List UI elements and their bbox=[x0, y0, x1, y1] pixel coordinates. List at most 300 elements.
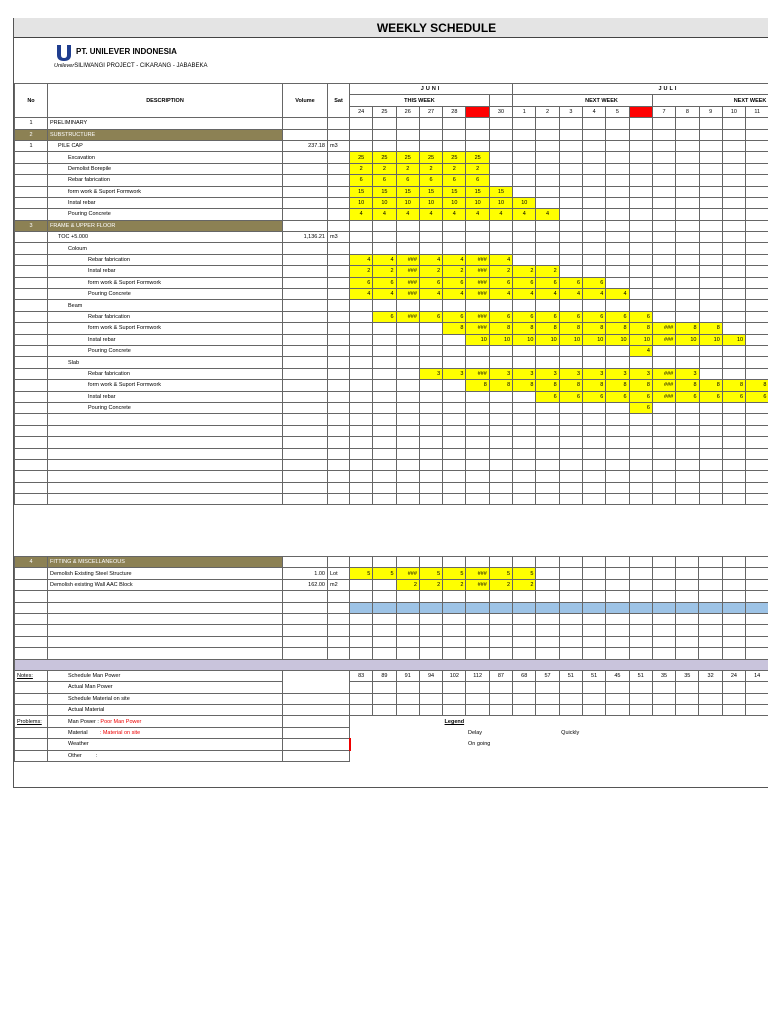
schedule-cell bbox=[583, 175, 606, 186]
schedule-cell bbox=[606, 129, 629, 140]
empty-cell bbox=[676, 613, 699, 624]
empty-cell bbox=[396, 636, 419, 647]
schedule-cell: 10 bbox=[559, 334, 582, 345]
empty-cell bbox=[746, 648, 768, 659]
empty-cell bbox=[629, 613, 652, 624]
table-row bbox=[15, 323, 768, 334]
schedule-cell bbox=[699, 197, 722, 208]
schedule-cell bbox=[350, 311, 373, 322]
empty-cell bbox=[652, 482, 675, 493]
schedule-cell bbox=[746, 311, 768, 322]
empty-cell bbox=[536, 414, 559, 425]
empty-cell bbox=[350, 613, 373, 624]
empty-cell bbox=[15, 625, 48, 636]
empty-cell bbox=[606, 471, 629, 482]
schedule-cell bbox=[396, 232, 419, 243]
schedule-cell bbox=[419, 140, 442, 151]
schedule-cell bbox=[583, 345, 606, 356]
empty-cell bbox=[443, 636, 466, 647]
empty-cell bbox=[373, 482, 396, 493]
schedule-cell bbox=[396, 140, 419, 151]
empty-cell bbox=[489, 414, 512, 425]
schedule-cell bbox=[606, 345, 629, 356]
schedule-cell bbox=[629, 152, 652, 163]
notes-row bbox=[15, 739, 768, 750]
empty-cell bbox=[652, 494, 675, 505]
empty-cell bbox=[350, 648, 373, 659]
schedule-cell bbox=[699, 277, 722, 288]
table-row bbox=[15, 254, 768, 265]
schedule-cell bbox=[466, 232, 489, 243]
schedule-cell bbox=[652, 232, 675, 243]
material-value bbox=[722, 705, 745, 716]
material-value bbox=[443, 693, 466, 704]
row-no: 2 bbox=[15, 129, 48, 140]
schedule-cell bbox=[489, 345, 512, 356]
schedule-cell bbox=[629, 557, 652, 568]
table-row bbox=[15, 289, 768, 300]
empty-cell bbox=[513, 448, 536, 459]
empty-cell bbox=[350, 425, 373, 436]
empty-cell bbox=[536, 648, 559, 659]
schedule-cell bbox=[699, 557, 722, 568]
week-blank bbox=[489, 95, 512, 106]
notes-label: Notes: bbox=[15, 670, 48, 681]
schedule-cell bbox=[536, 163, 559, 174]
schedule-cell bbox=[606, 579, 629, 590]
schedule-cell bbox=[489, 140, 512, 151]
schedule-cell bbox=[536, 152, 559, 163]
schedule-cell: ### bbox=[466, 311, 489, 322]
schedule-cell: 8 bbox=[536, 380, 559, 391]
material-value bbox=[373, 705, 396, 716]
schedule-cell bbox=[559, 254, 582, 265]
schedule-cell bbox=[466, 140, 489, 151]
schedule-cell bbox=[676, 357, 699, 368]
empty-cell bbox=[676, 482, 699, 493]
schedule-cell bbox=[513, 557, 536, 568]
schedule-cell bbox=[419, 300, 442, 311]
schedule-cell bbox=[676, 557, 699, 568]
empty-cell bbox=[513, 494, 536, 505]
schedule-cell bbox=[722, 277, 745, 288]
row-unit bbox=[328, 118, 350, 129]
empty-cell bbox=[536, 636, 559, 647]
schedule-cell bbox=[419, 243, 442, 254]
empty-cell bbox=[396, 425, 419, 436]
schedule-cell: 10 bbox=[513, 334, 536, 345]
schedule-cell bbox=[606, 209, 629, 220]
schedule-cell bbox=[652, 579, 675, 590]
empty-cell bbox=[489, 471, 512, 482]
schedule-cell bbox=[536, 197, 559, 208]
schedule-cell bbox=[443, 380, 466, 391]
table-row bbox=[15, 277, 768, 288]
empty-cell bbox=[559, 625, 582, 636]
empty-cell bbox=[513, 414, 536, 425]
empty-cell bbox=[513, 482, 536, 493]
empty-cell bbox=[606, 459, 629, 470]
schedule-cell bbox=[722, 557, 745, 568]
schedule-cell bbox=[746, 579, 768, 590]
empty-cell bbox=[699, 459, 722, 470]
empty-cell bbox=[606, 425, 629, 436]
table-row bbox=[15, 368, 768, 379]
schedule-cell bbox=[746, 186, 768, 197]
row-volume bbox=[283, 243, 328, 254]
row-no bbox=[15, 175, 48, 186]
day-cell: 8 bbox=[676, 106, 699, 117]
schedule-cell bbox=[676, 254, 699, 265]
schedule-cell bbox=[443, 220, 466, 231]
empty-cell bbox=[466, 459, 489, 470]
week-next-2: NEXT WEEK bbox=[652, 95, 768, 106]
empty-cell bbox=[48, 591, 283, 602]
notes-row bbox=[15, 705, 768, 716]
schedule-cell: 4 bbox=[396, 209, 419, 220]
schedule-cell: 5 bbox=[373, 568, 396, 579]
schedule-cell bbox=[466, 345, 489, 356]
schedule-cell: 3 bbox=[443, 368, 466, 379]
manpower-value: 35 bbox=[652, 670, 675, 681]
schedule-cell bbox=[652, 568, 675, 579]
empty-cell bbox=[15, 648, 48, 659]
schedule-cell bbox=[652, 311, 675, 322]
schedule-cell bbox=[652, 300, 675, 311]
empty-cell bbox=[443, 482, 466, 493]
empty-cell bbox=[582, 636, 605, 647]
schedule-cell bbox=[699, 311, 722, 322]
table-row bbox=[15, 163, 768, 174]
row-unit bbox=[328, 311, 350, 322]
schedule-cell: 6 bbox=[629, 402, 652, 413]
schedule-cell: 6 bbox=[606, 391, 629, 402]
empty-cell bbox=[489, 602, 512, 613]
schedule-cell: 8 bbox=[606, 380, 629, 391]
schedule-cell bbox=[419, 232, 442, 243]
empty-cell bbox=[722, 448, 745, 459]
schedule-cell bbox=[536, 345, 559, 356]
empty-cell bbox=[746, 425, 768, 436]
schedule-cell bbox=[722, 568, 745, 579]
row-no bbox=[15, 254, 48, 265]
row-description: Pouring Concrete bbox=[48, 345, 283, 356]
row-unit bbox=[328, 300, 350, 311]
schedule-cell bbox=[536, 568, 559, 579]
empty-cell bbox=[583, 414, 606, 425]
schedule-cell bbox=[699, 220, 722, 231]
schedule-cell bbox=[629, 163, 652, 174]
empty-cell bbox=[443, 437, 466, 448]
schedule-cell: 4 bbox=[489, 209, 512, 220]
schedule-cell: 10 bbox=[513, 197, 536, 208]
empty-cell bbox=[699, 591, 722, 602]
notes-vol bbox=[283, 682, 350, 693]
empty-cell bbox=[513, 425, 536, 436]
empty-cell bbox=[583, 482, 606, 493]
row-description: Pouring Concrete bbox=[48, 402, 283, 413]
empty-cell bbox=[15, 591, 48, 602]
col-description: DESCRIPTION bbox=[48, 84, 283, 118]
notes-vol bbox=[283, 739, 350, 750]
empty-cell bbox=[582, 591, 605, 602]
schedule-cell bbox=[583, 163, 606, 174]
empty-cell bbox=[676, 471, 699, 482]
empty-cell bbox=[283, 471, 328, 482]
notes-blank bbox=[15, 727, 48, 738]
brand-name: Unilever bbox=[54, 63, 75, 69]
schedule-cell: ### bbox=[652, 334, 675, 345]
empty-cell bbox=[652, 437, 675, 448]
empty-cell bbox=[513, 648, 536, 659]
row-volume bbox=[283, 129, 328, 140]
schedule-cell bbox=[606, 402, 629, 413]
table-row bbox=[15, 391, 768, 402]
schedule-cell bbox=[559, 266, 582, 277]
empty-cell bbox=[746, 625, 768, 636]
schedule-cell bbox=[746, 163, 768, 174]
schedule-cell bbox=[676, 243, 699, 254]
schedule-cell bbox=[746, 197, 768, 208]
empty-cell bbox=[652, 625, 675, 636]
schedule-cell bbox=[606, 197, 629, 208]
empty-cell bbox=[443, 602, 466, 613]
schedule-cell bbox=[629, 175, 652, 186]
schedule-cell bbox=[513, 186, 536, 197]
schedule-cell bbox=[746, 402, 768, 413]
schedule-cell bbox=[746, 334, 768, 345]
schedule-cell bbox=[676, 220, 699, 231]
notes-vol bbox=[283, 750, 350, 761]
actual-value bbox=[559, 682, 582, 693]
manpower-value: 91 bbox=[396, 670, 419, 681]
empty-cell bbox=[15, 471, 48, 482]
row-no bbox=[15, 334, 48, 345]
schedule-cell bbox=[652, 277, 675, 288]
schedule-cell: 10 bbox=[466, 197, 489, 208]
empty-cell bbox=[396, 625, 419, 636]
row-description: form work & Suport Formwork bbox=[48, 186, 283, 197]
schedule-cell: 6 bbox=[559, 391, 582, 402]
actual-value bbox=[582, 682, 605, 693]
legend-space bbox=[350, 750, 768, 761]
notes-blank bbox=[15, 739, 48, 750]
schedule-cell bbox=[583, 357, 606, 368]
schedule-cell: 4 bbox=[513, 289, 536, 300]
empty-cell bbox=[606, 494, 629, 505]
material-value bbox=[676, 693, 699, 704]
empty-cell bbox=[350, 482, 373, 493]
schedule-cell bbox=[559, 232, 582, 243]
day-cell: 6 bbox=[629, 106, 652, 117]
schedule-cell: 3 bbox=[536, 368, 559, 379]
row-unit bbox=[328, 334, 350, 345]
man-power-label: Man Power : bbox=[68, 718, 99, 725]
schedule-cell: 4 bbox=[466, 209, 489, 220]
schedule-cell bbox=[583, 266, 606, 277]
empty-cell bbox=[396, 471, 419, 482]
fitting-table bbox=[14, 556, 768, 762]
schedule-cell bbox=[652, 163, 675, 174]
schedule-cell: 4 bbox=[559, 289, 582, 300]
schedule-cell bbox=[652, 152, 675, 163]
schedule-cell bbox=[676, 175, 699, 186]
material-value bbox=[722, 693, 745, 704]
empty-cell bbox=[48, 613, 283, 624]
legend-quickly: Quickly bbox=[561, 730, 580, 737]
day-cell: 2 bbox=[536, 106, 559, 117]
schedule-cell bbox=[536, 402, 559, 413]
schedule-cell bbox=[396, 380, 419, 391]
notes-row bbox=[15, 716, 768, 727]
manpower-value: 57 bbox=[536, 670, 559, 681]
schedule-cell: 25 bbox=[396, 152, 419, 163]
schedule-cell bbox=[559, 209, 582, 220]
empty-cell bbox=[652, 459, 675, 470]
row-description: form work & Suport Formwork bbox=[48, 380, 283, 391]
schedule-cell bbox=[722, 209, 745, 220]
manpower-value: 87 bbox=[489, 670, 512, 681]
empty-cell bbox=[699, 448, 722, 459]
empty-cell bbox=[419, 636, 442, 647]
row-no: 4 bbox=[15, 557, 48, 568]
schedule-cell bbox=[629, 277, 652, 288]
schedule-cell: 2 bbox=[536, 266, 559, 277]
schedule-cell: 6 bbox=[629, 311, 652, 322]
empty-cell bbox=[699, 471, 722, 482]
schedule-cell bbox=[699, 243, 722, 254]
schedule-cell bbox=[676, 402, 699, 413]
schedule-cell bbox=[722, 345, 745, 356]
empty-cell bbox=[606, 648, 629, 659]
schedule-cell: 2 bbox=[489, 266, 512, 277]
week-this: THIS WEEK bbox=[350, 95, 490, 106]
empty-cell bbox=[350, 602, 373, 613]
row-volume bbox=[283, 311, 328, 322]
schedule-cell bbox=[583, 186, 606, 197]
schedule-cell: ### bbox=[396, 254, 419, 265]
schedule-cell bbox=[373, 380, 396, 391]
schedule-cell: 6 bbox=[443, 277, 466, 288]
empty-cell bbox=[746, 613, 768, 624]
schedule-cell bbox=[606, 357, 629, 368]
empty-cell bbox=[443, 448, 466, 459]
empty-row bbox=[15, 613, 768, 624]
empty-cell bbox=[328, 625, 350, 636]
schedule-cell bbox=[676, 300, 699, 311]
legend-space bbox=[513, 727, 560, 738]
row-description: Pouring Concrete bbox=[48, 209, 283, 220]
section-row bbox=[15, 220, 768, 231]
empty-cell bbox=[466, 471, 489, 482]
row-description: FRAME & UPPER FLOOR bbox=[48, 220, 283, 231]
material-value bbox=[419, 705, 442, 716]
empty-cell bbox=[328, 494, 350, 505]
table-row bbox=[15, 345, 768, 356]
schedule-cell bbox=[746, 140, 768, 151]
table-row bbox=[15, 186, 768, 197]
row-volume bbox=[283, 277, 328, 288]
row-volume bbox=[283, 380, 328, 391]
schedule-cell: ### bbox=[396, 266, 419, 277]
empty-cell bbox=[373, 459, 396, 470]
empty-cell bbox=[373, 471, 396, 482]
row-no bbox=[15, 357, 48, 368]
schedule-cell: 3 bbox=[559, 368, 582, 379]
schedule-cell bbox=[536, 140, 559, 151]
schedule-cell: 6 bbox=[559, 277, 582, 288]
row-description: PRELIMINARY bbox=[48, 118, 283, 129]
schedule-cell bbox=[489, 163, 512, 174]
schedule-cell bbox=[443, 557, 466, 568]
other-problem bbox=[48, 750, 283, 761]
row-unit bbox=[328, 557, 350, 568]
material-value bbox=[582, 705, 605, 716]
schedule-cell bbox=[652, 186, 675, 197]
empty-cell bbox=[513, 437, 536, 448]
row-unit bbox=[328, 163, 350, 174]
schedule-cell bbox=[722, 289, 745, 300]
schedule-cell bbox=[722, 163, 745, 174]
row-description: FITTING & MISCELLANEOUS bbox=[48, 557, 283, 568]
empty-cell bbox=[676, 448, 699, 459]
table-row bbox=[15, 402, 768, 413]
day-cell: 24 bbox=[350, 106, 373, 117]
empty-cell bbox=[466, 636, 489, 647]
schedule-cell bbox=[652, 402, 675, 413]
schedule-cell bbox=[489, 391, 512, 402]
table-row bbox=[15, 232, 768, 243]
schedule-cell bbox=[652, 557, 675, 568]
schedule-cell: 4 bbox=[419, 209, 442, 220]
schedule-cell: 6 bbox=[489, 311, 512, 322]
empty-cell bbox=[722, 414, 745, 425]
row-volume bbox=[283, 209, 328, 220]
schedule-cell bbox=[699, 357, 722, 368]
empty-cell bbox=[513, 625, 536, 636]
row-volume bbox=[283, 254, 328, 265]
schedule-cell bbox=[629, 568, 652, 579]
empty-cell bbox=[48, 494, 283, 505]
actual-value bbox=[466, 682, 489, 693]
schedule-cell: 6 bbox=[559, 311, 582, 322]
schedule-cell: 2 bbox=[443, 579, 466, 590]
schedule-cell: 8 bbox=[699, 380, 722, 391]
row-unit: m3 bbox=[328, 140, 350, 151]
row-description: Rebar fabrication bbox=[48, 368, 283, 379]
empty-cell bbox=[629, 425, 652, 436]
schedule-cell: 6 bbox=[536, 391, 559, 402]
schedule-cell bbox=[513, 243, 536, 254]
empty-cell bbox=[283, 494, 328, 505]
table-row bbox=[15, 266, 768, 277]
schedule-cell: 5 bbox=[489, 568, 512, 579]
project-name bbox=[54, 63, 208, 69]
schedule-cell: 2 bbox=[419, 579, 442, 590]
schedule-cell bbox=[536, 300, 559, 311]
empty-row bbox=[15, 448, 768, 459]
row-no bbox=[15, 209, 48, 220]
manpower-value: 102 bbox=[443, 670, 466, 681]
empty-cell bbox=[629, 414, 652, 425]
schedule-cell bbox=[559, 129, 582, 140]
empty-cell bbox=[676, 636, 699, 647]
table-row bbox=[15, 243, 768, 254]
schedule-cell bbox=[652, 266, 675, 277]
schedule-cell bbox=[582, 568, 605, 579]
row-no bbox=[15, 402, 48, 413]
row-volume bbox=[283, 186, 328, 197]
